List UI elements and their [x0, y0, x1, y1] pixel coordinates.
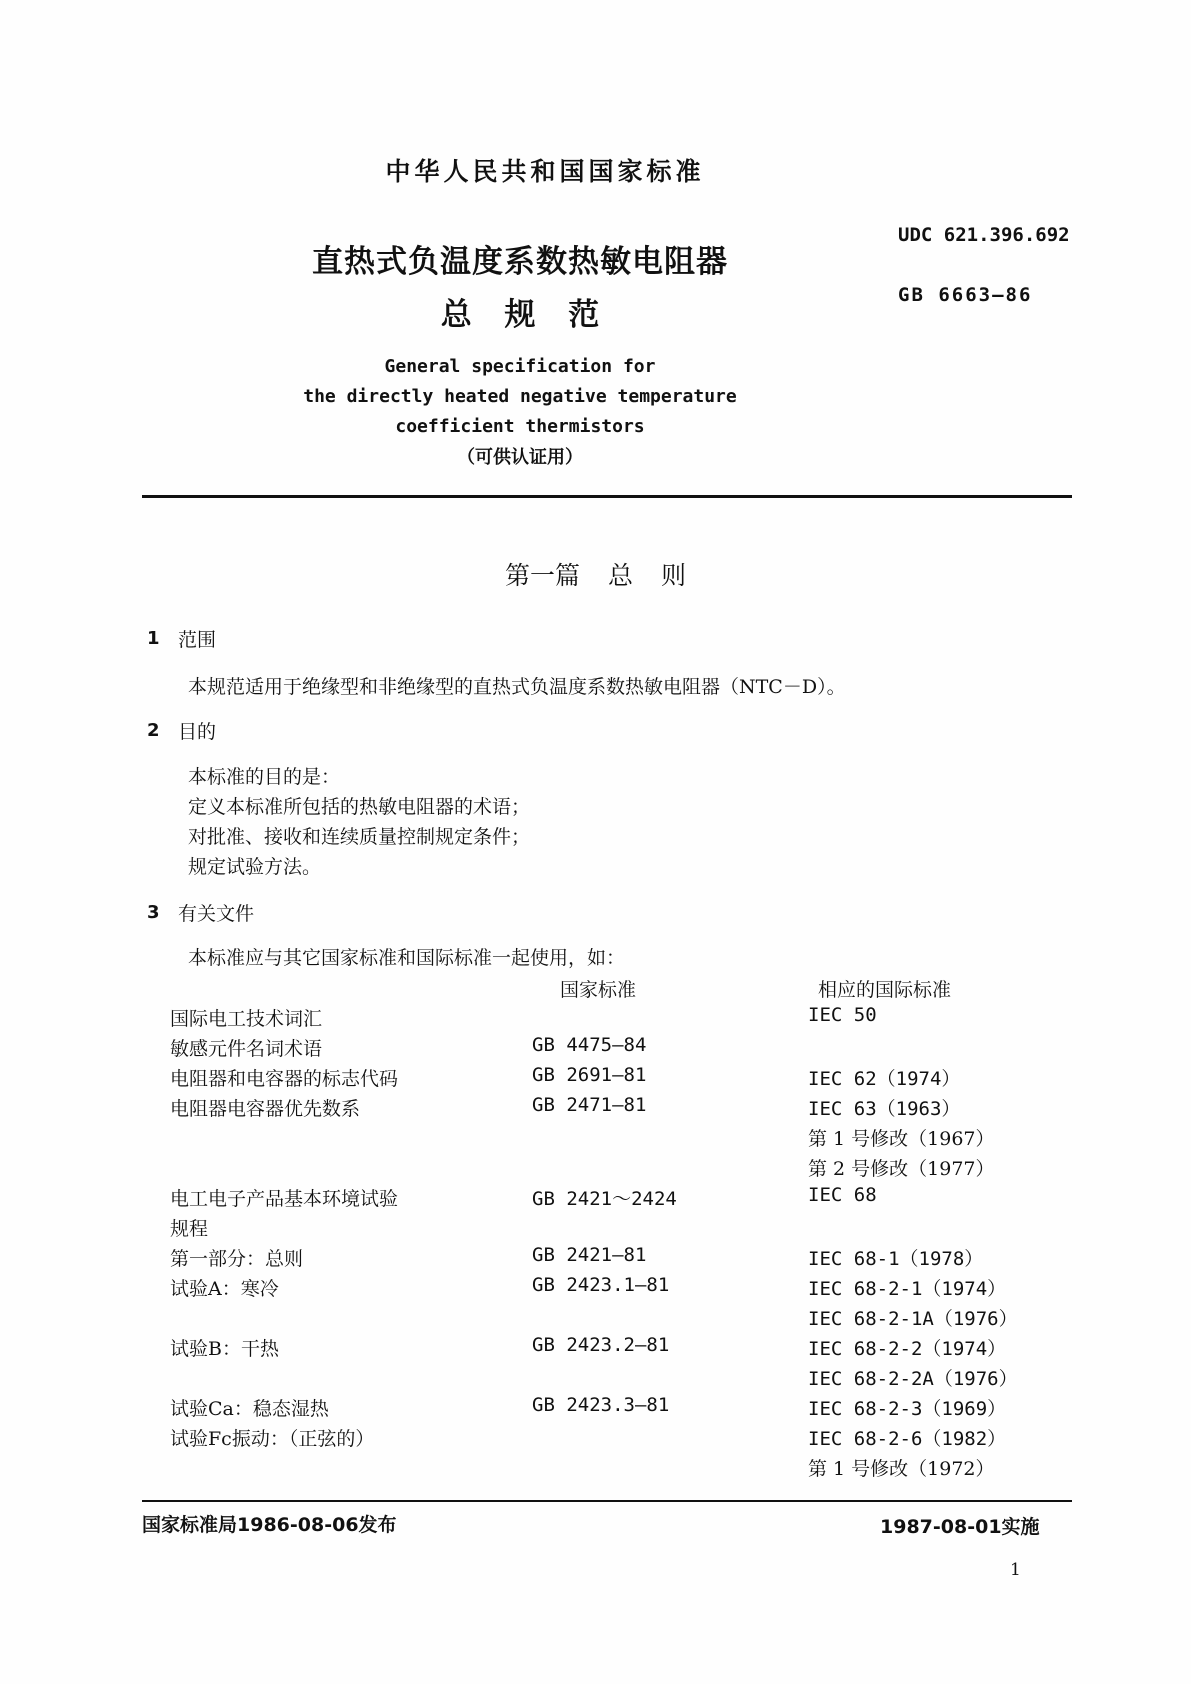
section-1-paragraph: 本规范适用于绝缘型和非绝缘型的直热式负温度系数热敏电阻器（NTC－D）。 [188, 676, 846, 698]
table-cell: IEC 62（1974） [808, 1068, 961, 1090]
table-cell: IEC 68-2-2A（1976） [808, 1368, 1018, 1390]
section-1-number: 1 [147, 628, 160, 649]
effective-date: 1987-08-01实施 [880, 1516, 1040, 1538]
gb-number: GB 6663—86 [898, 284, 1033, 306]
table-cell: 试验Fc振动：（正弦的） [170, 1428, 375, 1450]
title-en-line2: the directly heated negative temperature [303, 386, 737, 407]
table-cell: GB 2471—81 [532, 1094, 647, 1116]
table-cell: GB 2421—81 [532, 1244, 647, 1266]
table-cell: GB 4475—84 [532, 1034, 647, 1056]
section-1-title: 范围 [178, 629, 217, 651]
part-title: 第一篇 总 则 [505, 561, 686, 590]
section-2-paragraph: 定义本标准所包括的热敏电阻器的术语； [188, 796, 531, 818]
table-cell: IEC 68-2-3（1969） [808, 1398, 1007, 1420]
section-2-number: 2 [147, 720, 160, 741]
table-cell: 试验B：干热 [170, 1338, 279, 1360]
table-cell: IEC 68-2-1A（1976） [808, 1308, 1018, 1330]
title-cn-line2: 总 规 范 [440, 297, 600, 333]
table-cell: GB 2421～2424 [532, 1188, 677, 1210]
table-header-international: 相应的国际标准 [818, 979, 952, 1001]
title-en-line1: General specification for [384, 356, 656, 377]
table-cell: 电工电子产品基本环境试验 [170, 1188, 399, 1210]
table-cell: 敏感元件名词术语 [170, 1038, 323, 1060]
table-cell: 第 2 号修改（1977） [808, 1158, 995, 1180]
section-2-paragraph: 本标准的目的是： [188, 766, 341, 788]
section-2-title: 目的 [178, 721, 217, 743]
section-3-paragraph: 本标准应与其它国家标准和国际标准一起使用，如： [188, 947, 626, 969]
national-standard-heading: 中华人民共和国国家标准 [385, 157, 705, 186]
section-3-title: 有关文件 [178, 903, 255, 925]
title-en-line3: coefficient thermistors [395, 416, 645, 437]
issue-date: 国家标准局1986-08-06发布 [142, 1514, 397, 1536]
table-cell: 规程 [170, 1218, 209, 1240]
header-divider [142, 495, 1072, 498]
table-cell: 国际电工技术词汇 [170, 1008, 323, 1030]
table-cell: 第 1 号修改（1967） [808, 1128, 995, 1150]
title-cn-line1: 直热式负温度系数热敏电阻器 [312, 244, 728, 280]
table-cell: 试验A：寒冷 [170, 1278, 279, 1300]
table-cell: IEC 68-2-1（1974） [808, 1278, 1007, 1300]
table-cell: GB 2423.1—81 [532, 1274, 670, 1296]
table-cell: 电阻器电容器优先数系 [170, 1098, 361, 1120]
table-cell: IEC 68-2-2（1974） [808, 1338, 1007, 1360]
table-header-national: 国家标准 [560, 979, 637, 1001]
table-cell: 第一部分：总则 [170, 1248, 304, 1270]
table-cell: GB 2423.3—81 [532, 1394, 670, 1416]
table-cell: 试验Ca：稳态湿热 [170, 1398, 329, 1420]
page-number: 1 [1010, 1560, 1021, 1580]
table-cell: GB 2691—81 [532, 1064, 647, 1086]
table-cell: IEC 68-1（1978） [808, 1248, 984, 1270]
table-cell: 电阻器和电容器的标志代码 [170, 1068, 399, 1090]
table-cell: IEC 63（1963） [808, 1098, 961, 1120]
section-2-paragraph: 对批准、接收和连续质量控制规定条件； [188, 826, 531, 848]
section-2-paragraph: 规定试验方法。 [188, 856, 322, 878]
section-3-number: 3 [147, 902, 160, 923]
udc-code: UDC 621.396.692 [898, 224, 1070, 246]
footer-divider [142, 1500, 1072, 1502]
table-cell: 第 1 号修改（1972） [808, 1458, 995, 1480]
table-cell: IEC 68-2-6（1982） [808, 1428, 1007, 1450]
table-cell: IEC 68 [808, 1184, 877, 1206]
table-cell: IEC 50 [808, 1004, 877, 1026]
table-cell: GB 2423.2—81 [532, 1334, 670, 1356]
certification-note: （可供认证用） [457, 447, 583, 468]
